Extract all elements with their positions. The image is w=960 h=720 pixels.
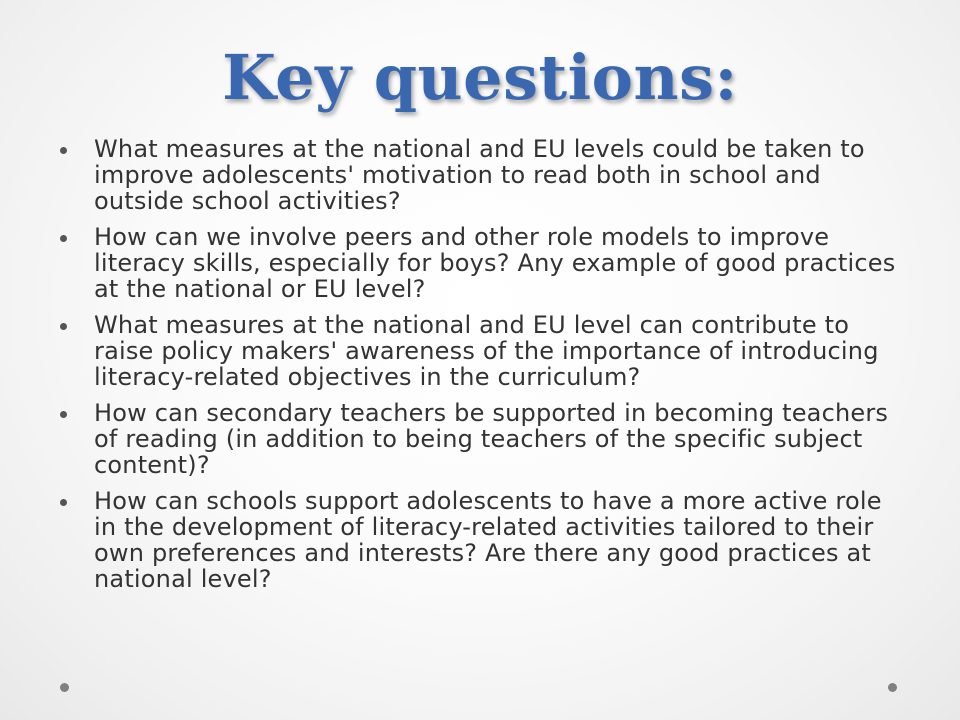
bullet-text: What measures at the national and EU level can contribute to raise policy makers' awareness of the importance of introducing literacy-related objectives in the curriculum? (94, 311, 879, 391)
bullet-dot-icon (60, 411, 67, 418)
bullet-dot-icon (60, 235, 67, 242)
bullet-text: How can schools support adolescents to have a more active role in the development of literacy-related activities tailored to their own preferences and interests? Are there any good practices at national level? (94, 487, 882, 593)
bullet-text: What measures at the national and EU levels could be taken to improve adolescents' motivation to read both in school and outside school activities? (94, 135, 865, 215)
bullet-item (60, 136, 905, 214)
bullet-item (60, 312, 905, 390)
slide-title: Key questions: (222, 41, 738, 114)
bullet-item (60, 488, 905, 592)
bullet-text: How can secondary teachers be supported in becoming teachers of reading (in addition to being teachers of the specific subject content)? (94, 399, 889, 479)
decor-dot-icon (60, 683, 69, 692)
bullet-text: How can we involve peers and other role models to improve literacy skills, especially for boys? Any example of good practices at the national or EU level? (94, 223, 896, 303)
decor-dot-icon (888, 683, 897, 692)
bullet-dot-icon (60, 499, 67, 506)
bullet-dot-icon (60, 323, 67, 330)
bullet-list (60, 136, 905, 602)
bullet-dot-icon (60, 147, 67, 154)
bullet-item (60, 224, 905, 302)
bullet-item (60, 400, 905, 478)
